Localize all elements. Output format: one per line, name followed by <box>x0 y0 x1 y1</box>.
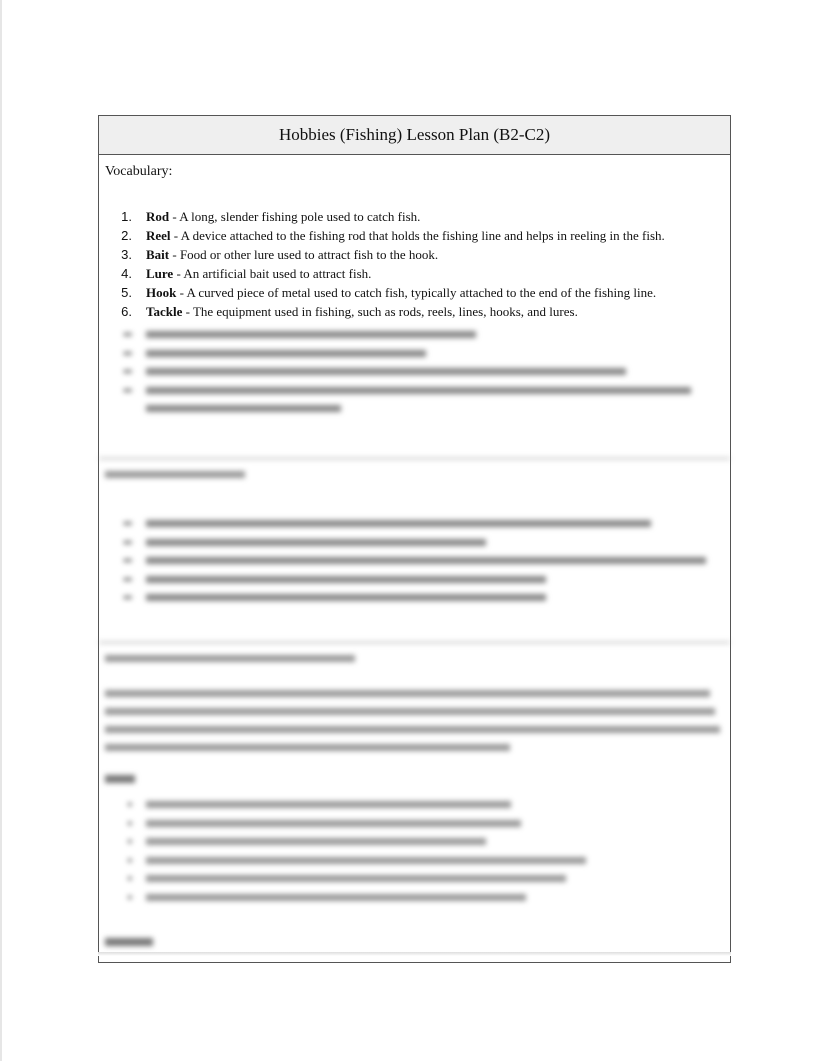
blurred-discussion-section <box>99 642 730 962</box>
blurred-heading <box>105 655 355 662</box>
vocab-item <box>105 264 724 283</box>
vocab-definition: - Food or other lure used to attract fish to the hook. <box>169 247 439 262</box>
blurred-line: ▪ <box>105 869 724 888</box>
vocab-term: Rod <box>146 209 170 224</box>
vocab-definition: - A long, slender fishing pole used to catch fish. <box>169 209 421 224</box>
blurred-heading <box>105 471 245 478</box>
blurred-line: ▪ <box>105 795 724 814</box>
blurred-line: ▪ <box>105 888 724 907</box>
blurred-line: ▪▪ <box>105 533 724 552</box>
item-number: 6. <box>121 304 132 319</box>
blurred-content <box>99 320 730 962</box>
vocab-definition: - The equipment used in fishing, such as rods, reels, lines, hooks, and lures. <box>182 304 578 319</box>
blurred-line: ▪▪ <box>105 381 724 400</box>
blurred-line: ▪▪ <box>105 570 724 589</box>
vocab-definition: - A curved piece of metal used to catch fish, typically attached to the end of the fishing line. <box>176 285 657 300</box>
document-title: Hobbies (Fishing) Lesson Plan (B2-C2) <box>99 116 730 155</box>
page-shadow <box>98 952 731 956</box>
vocab-term: Bait <box>146 247 170 262</box>
vocab-item <box>105 283 724 302</box>
blurred-line: ▪▪ <box>105 514 724 533</box>
vocab-item <box>105 245 724 264</box>
vocabulary-list <box>105 207 724 321</box>
item-number: 1. <box>121 209 132 224</box>
blurred-line: ▪▪ <box>105 551 724 570</box>
lesson-plan-table <box>98 115 731 963</box>
blurred-line: ▪ <box>105 832 724 851</box>
vocab-term: Tackle <box>146 304 183 319</box>
blurred-paragraph <box>105 690 724 751</box>
item-number: 4. <box>121 266 132 281</box>
vocab-item <box>105 207 724 226</box>
blurred-line: ▪ <box>105 814 724 833</box>
item-number: 2. <box>121 228 132 243</box>
vocab-item <box>105 302 724 321</box>
blurred-line: ▪▪ <box>105 344 724 363</box>
vocab-term: Hook <box>146 285 177 300</box>
item-number: 3. <box>121 247 132 262</box>
page-left-edge <box>0 0 2 1061</box>
blurred-line: ▪▪ <box>105 362 724 381</box>
blurred-subheading <box>105 775 135 783</box>
blurred-line <box>105 399 724 412</box>
vocab-definition: - A device attached to the fishing rod that holds the fishing line and helps in reeling in the fish. <box>170 228 665 243</box>
blurred-line: ▪▪ <box>105 588 724 607</box>
blurred-line: ▪ <box>105 851 724 870</box>
blurred-subheading <box>105 938 153 946</box>
vocab-term: Lure <box>146 266 174 281</box>
vocabulary-section <box>99 164 730 320</box>
item-number: 5. <box>121 285 132 300</box>
vocab-definition: - An artificial bait used to attract fish. <box>173 266 372 281</box>
blurred-line: ▪▪ <box>105 325 724 344</box>
blurred-vocabulary-continuation <box>99 320 730 458</box>
vocabulary-heading: Vocabulary: <box>105 164 173 179</box>
vocab-item <box>105 226 724 245</box>
vocab-term: Reel <box>146 228 171 243</box>
blurred-idioms-section <box>99 458 730 642</box>
